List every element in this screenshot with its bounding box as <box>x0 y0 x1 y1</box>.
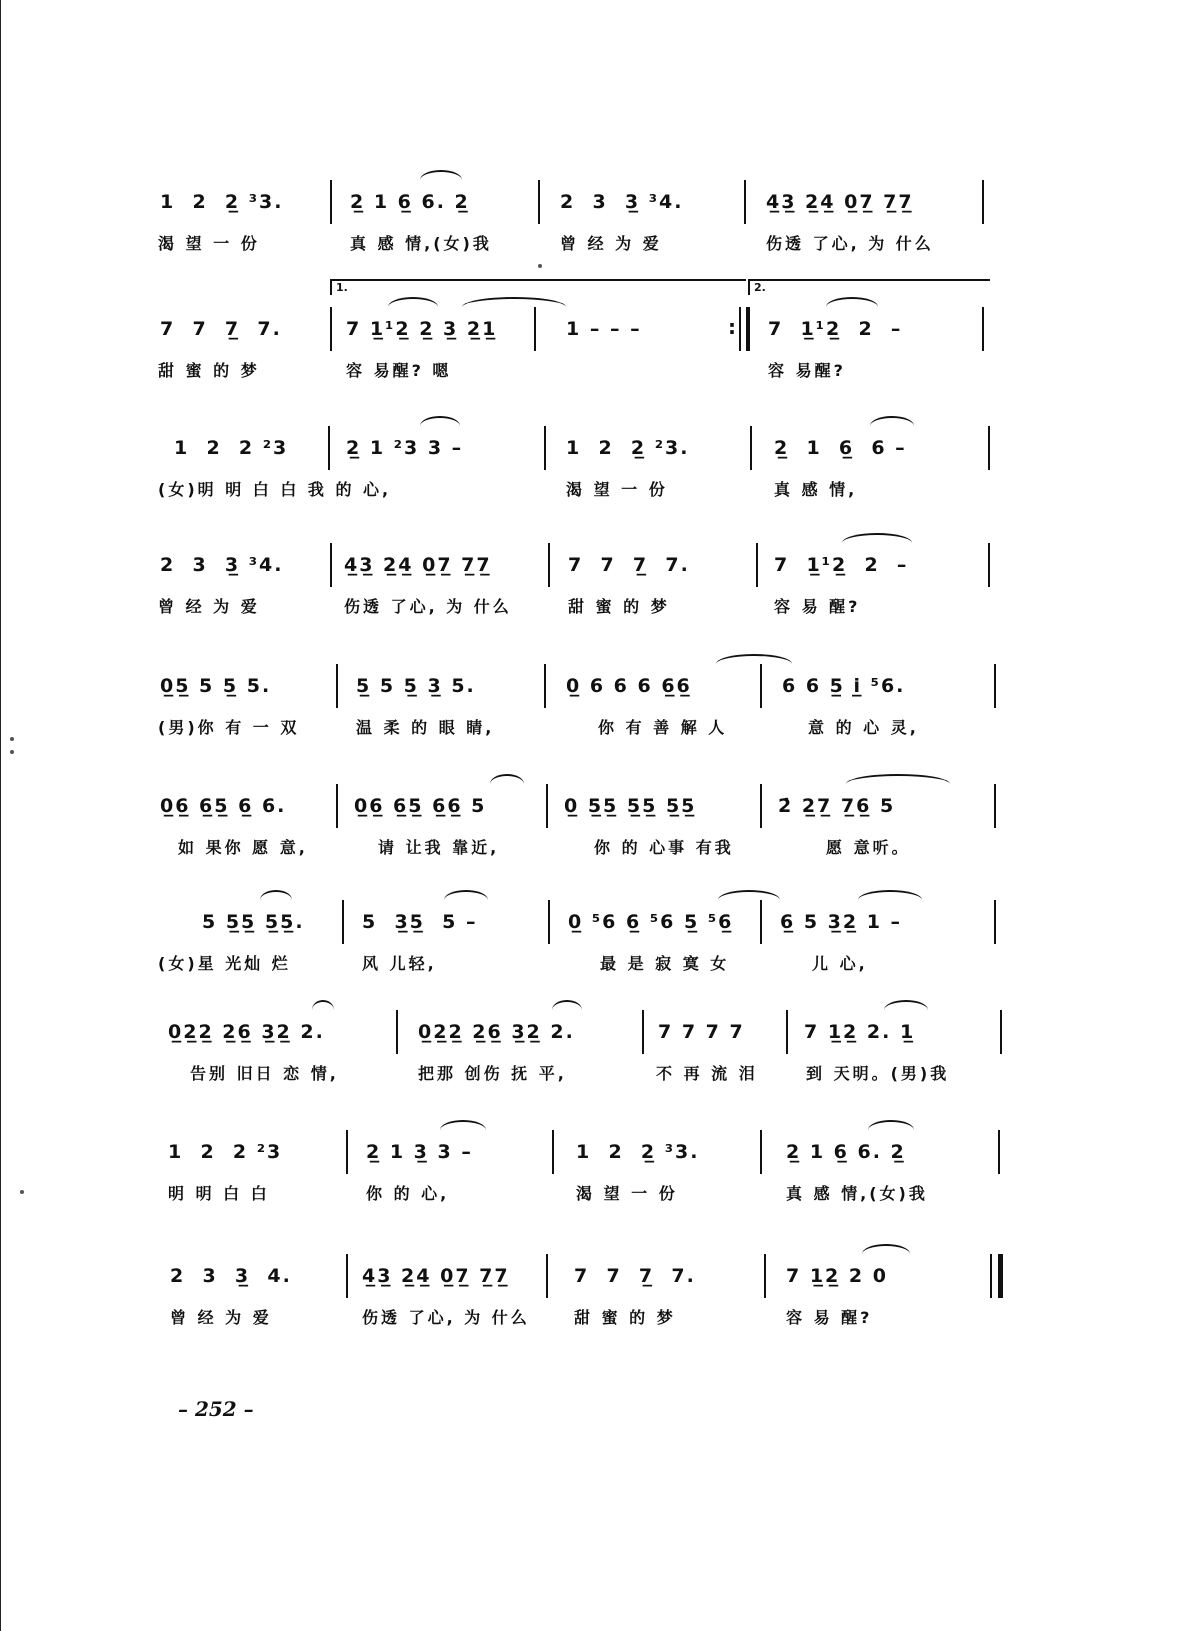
lyric: 到 天明。(男)我 <box>806 1064 950 1083</box>
measure: 4̲3̲ 2̲4̲ 0̲7̲ 7̲7̲ <box>362 1265 510 1287</box>
barline <box>336 664 338 708</box>
measure: 0̲ 6 6 6 6̲6̲ <box>566 675 692 697</box>
lyric: 你 有 善 解 人 <box>598 718 728 737</box>
lyric: 最 是 寂 寞 女 <box>600 954 730 973</box>
measure: 0̲6̲ 6̲5̲ 6̲ 6. <box>160 795 287 817</box>
lyric: 甜 蜜 的 梦 <box>158 361 260 380</box>
barline <box>328 426 330 470</box>
lyric: 渴 望 一 份 <box>158 234 260 253</box>
lyric: 请 让我 靠近, <box>378 838 500 857</box>
lyric: 你 的 心, <box>366 1184 450 1203</box>
measure: 2 3 3̲ ³4. <box>160 554 284 576</box>
barline <box>982 307 984 351</box>
barline <box>764 1254 766 1298</box>
measure: 7 1̲¹2̲ 2̲ 3̲ 2̲1̲ <box>346 318 498 340</box>
measure: 0̲2̲2̲ 2̲6̲ 3̲2̲ 2. <box>418 1021 575 1043</box>
measure: 7 7 7 7 <box>658 1021 745 1043</box>
measure: 6 6 5̲ i̲ ⁵6. <box>782 675 906 697</box>
measure: 7 1̲¹2̲ 2 – <box>774 554 909 576</box>
lyric: 真 感 情,(女)我 <box>350 234 492 253</box>
barline <box>988 543 990 587</box>
barline <box>760 784 762 828</box>
measure: 0̲5̲ 5 5̲ 5. <box>160 675 272 697</box>
measure: 1 2 2̲ ²3. <box>566 437 690 459</box>
barline <box>548 543 550 587</box>
measure: 7 1̲2̲ 2. 1̲ <box>804 1021 916 1043</box>
lyric: 甜 蜜 的 梦 <box>568 597 670 616</box>
measure: 5̲ 5 5̲ 3̲ 5. <box>356 675 476 697</box>
barline <box>998 1130 1000 1174</box>
scan-speck <box>538 264 542 268</box>
slur <box>312 1000 334 1020</box>
lyric: 真 感 情,(女)我 <box>786 1184 928 1203</box>
slur <box>842 533 912 553</box>
barline <box>642 1010 644 1054</box>
scan-speck <box>10 750 14 754</box>
barline <box>346 1130 348 1174</box>
lyric: 曾 经 为 爱 <box>170 1308 272 1327</box>
lyric: 儿 心, <box>812 954 868 973</box>
page-edge-line <box>0 0 1 1631</box>
lyric: 曾 经 为 爱 <box>560 234 662 253</box>
measure: 2̲ 1 ²3 3 – <box>346 437 464 459</box>
notes-row <box>150 432 1030 468</box>
slur <box>846 774 950 794</box>
lyric: 告别 旧日 恋 情, <box>190 1064 339 1083</box>
lyrics-row <box>150 232 1030 258</box>
lyrics-row <box>150 952 1030 978</box>
measure: 2 3 3̲ ³4. <box>560 191 684 213</box>
barline <box>994 784 996 828</box>
page-number: – 252 – <box>178 1397 254 1421</box>
barline <box>548 900 550 944</box>
notes-row <box>150 906 1030 942</box>
measure: 1 2 2̲ ³3. <box>576 1141 700 1163</box>
measure: 0̲6̲ 6̲5̲ 6̲6̲ 5 <box>354 795 487 817</box>
measure: 7 7 7̲ 7. <box>160 318 282 340</box>
lyric: 如 果你 愿 意, <box>178 838 308 857</box>
notes-row <box>150 1260 1030 1296</box>
lyrics-row <box>150 595 1030 621</box>
barline <box>396 1010 398 1054</box>
lyrics-row <box>150 1306 1030 1332</box>
slur <box>444 890 488 910</box>
slur <box>462 297 566 317</box>
notes-row <box>150 790 1030 826</box>
notes-row <box>150 549 1030 585</box>
barline <box>330 307 332 351</box>
lyrics-row <box>150 1182 1030 1208</box>
slur <box>420 416 460 436</box>
lyric: 容 易 醒? <box>786 1308 873 1327</box>
slur <box>858 890 922 910</box>
lyric: (女)明 明 白 白 我 的 心, <box>158 480 392 499</box>
lyric: 不 再 流 泪 <box>656 1064 758 1083</box>
lyric: 伤透 了心, 为 什么 <box>766 234 934 253</box>
slur <box>862 1244 910 1264</box>
barline <box>546 1254 548 1298</box>
lyric: 风 儿轻, <box>362 954 437 973</box>
lyrics-row <box>150 359 1030 385</box>
barline <box>330 543 332 587</box>
barline <box>760 664 762 708</box>
measure: 2̲ 1 6̲ 6. 2̲ <box>350 191 470 213</box>
barline <box>994 664 996 708</box>
lyric: 容 易醒? 嗯 <box>346 361 452 380</box>
barline <box>346 1254 348 1298</box>
first-ending-bracket: 1. <box>330 279 746 295</box>
notes-row <box>150 1016 1030 1052</box>
barline <box>336 784 338 828</box>
lyric: 曾 经 为 爱 <box>158 597 260 616</box>
measure: 1 – – – <box>566 318 642 340</box>
barline <box>546 784 548 828</box>
barline <box>750 426 752 470</box>
lyrics-row <box>150 836 1030 862</box>
slur <box>868 1120 914 1140</box>
barline <box>786 1010 788 1054</box>
repeat-barline <box>746 307 750 351</box>
measure: 1 2 2̲ ³3. <box>160 191 284 213</box>
measure: 0̲ 5̲5̲ 5̲5̲ 5̲5̲ <box>564 795 697 817</box>
barline <box>544 426 546 470</box>
measure: 4̲3̲ 2̲4̲ 0̲7̲ 7̲7̲ <box>344 554 492 576</box>
measure: 0̲2̲2̲ 2̲6̲ 3̲2̲ 2. <box>168 1021 325 1043</box>
barline <box>988 426 990 470</box>
slur <box>826 297 878 317</box>
barline <box>330 180 332 224</box>
notes-row <box>150 281 1030 349</box>
measure: 1 2 2 ²3 <box>168 1141 283 1163</box>
barline <box>342 900 344 944</box>
barline <box>760 900 762 944</box>
lyric: 伤透 了心, 为 什么 <box>362 1308 530 1327</box>
measure: 6̲ 5 3̲2̲ 1 – <box>780 911 903 933</box>
lyric: 你 的 心事 有我 <box>594 838 734 857</box>
measure: 0̲ ⁵6 6̲ ⁵6 5̲ ⁵6̲ <box>568 911 734 933</box>
scan-speck <box>10 737 14 741</box>
slur <box>716 654 792 674</box>
lyric: 意 的 心 灵, <box>808 718 919 737</box>
slur <box>552 1000 582 1020</box>
measure: 1 2 2 ²3 <box>174 437 289 459</box>
barline <box>744 180 746 224</box>
lyric: 真 感 情, <box>774 480 858 499</box>
lyric: 渴 望 一 份 <box>566 480 668 499</box>
measure: 2̲ 1 3̲ 3 – <box>366 1141 473 1163</box>
lyric: 容 易醒? <box>768 361 846 380</box>
measure: 5 3̲5̲ 5 – <box>362 911 478 933</box>
barline <box>534 307 536 351</box>
slur <box>260 890 292 910</box>
barline <box>994 900 996 944</box>
measure: 2̲ 1 6̲ 6 – <box>774 437 907 459</box>
lyrics-row <box>150 1062 1030 1088</box>
slur <box>420 170 462 190</box>
barline <box>544 664 546 708</box>
lyric: 愿 意听。 <box>826 838 911 857</box>
measure: 7 1̲2̲ 2 0 <box>786 1265 888 1287</box>
barline <box>552 1130 554 1174</box>
barline <box>1000 1010 1002 1054</box>
lyrics-row <box>150 478 1030 504</box>
lyric: 容 易 醒? <box>774 597 861 616</box>
slur <box>388 297 438 317</box>
lyric: 伤透 了心, 为 什么 <box>344 597 512 616</box>
lyric: 把那 创伤 抚 平, <box>418 1064 567 1083</box>
final-barline <box>998 1254 1003 1298</box>
lyrics-row <box>150 716 1030 742</box>
notes-row <box>150 1136 1030 1172</box>
lyric: 温 柔 的 眼 睛, <box>356 718 495 737</box>
measure: 2̇ 2̲7̲ 7̲6̲ 5 <box>778 795 896 817</box>
measure: 5 5̲5̲ 5̲5̲. <box>202 911 305 933</box>
measure: 7 1̲¹2̲ 2 – <box>768 318 903 340</box>
slur <box>490 774 524 794</box>
lyric: (女)星 光灿 烂 <box>158 954 291 973</box>
measure: 2̲ 1 6̲ 6. 2̲ <box>786 1141 906 1163</box>
measure: 4̲3̲ 2̲4̲ 0̲7̲ 7̲7̲ <box>766 191 914 213</box>
barline <box>982 180 984 224</box>
barline <box>756 543 758 587</box>
slur <box>870 416 914 436</box>
lyric: 渴 望 一 份 <box>576 1184 678 1203</box>
scan-speck <box>20 1190 24 1194</box>
slur <box>884 1000 928 1020</box>
lyric: 甜 蜜 的 梦 <box>574 1308 676 1327</box>
barline <box>760 1130 762 1174</box>
measure: 2 3 3̲ 4. <box>170 1265 292 1287</box>
lyric: 明 明 白 白 <box>168 1184 270 1203</box>
measure: 7 7 7̲ 7. <box>568 554 690 576</box>
second-ending-bracket: 2. <box>748 279 990 295</box>
notes-row <box>150 670 1030 706</box>
lyric: (男)你 有 一 双 <box>158 718 300 737</box>
notes-row <box>150 186 1030 222</box>
slur <box>718 890 780 910</box>
measure: 7 7 7̲ 7. <box>574 1265 696 1287</box>
slur <box>440 1120 486 1140</box>
barline <box>538 180 540 224</box>
